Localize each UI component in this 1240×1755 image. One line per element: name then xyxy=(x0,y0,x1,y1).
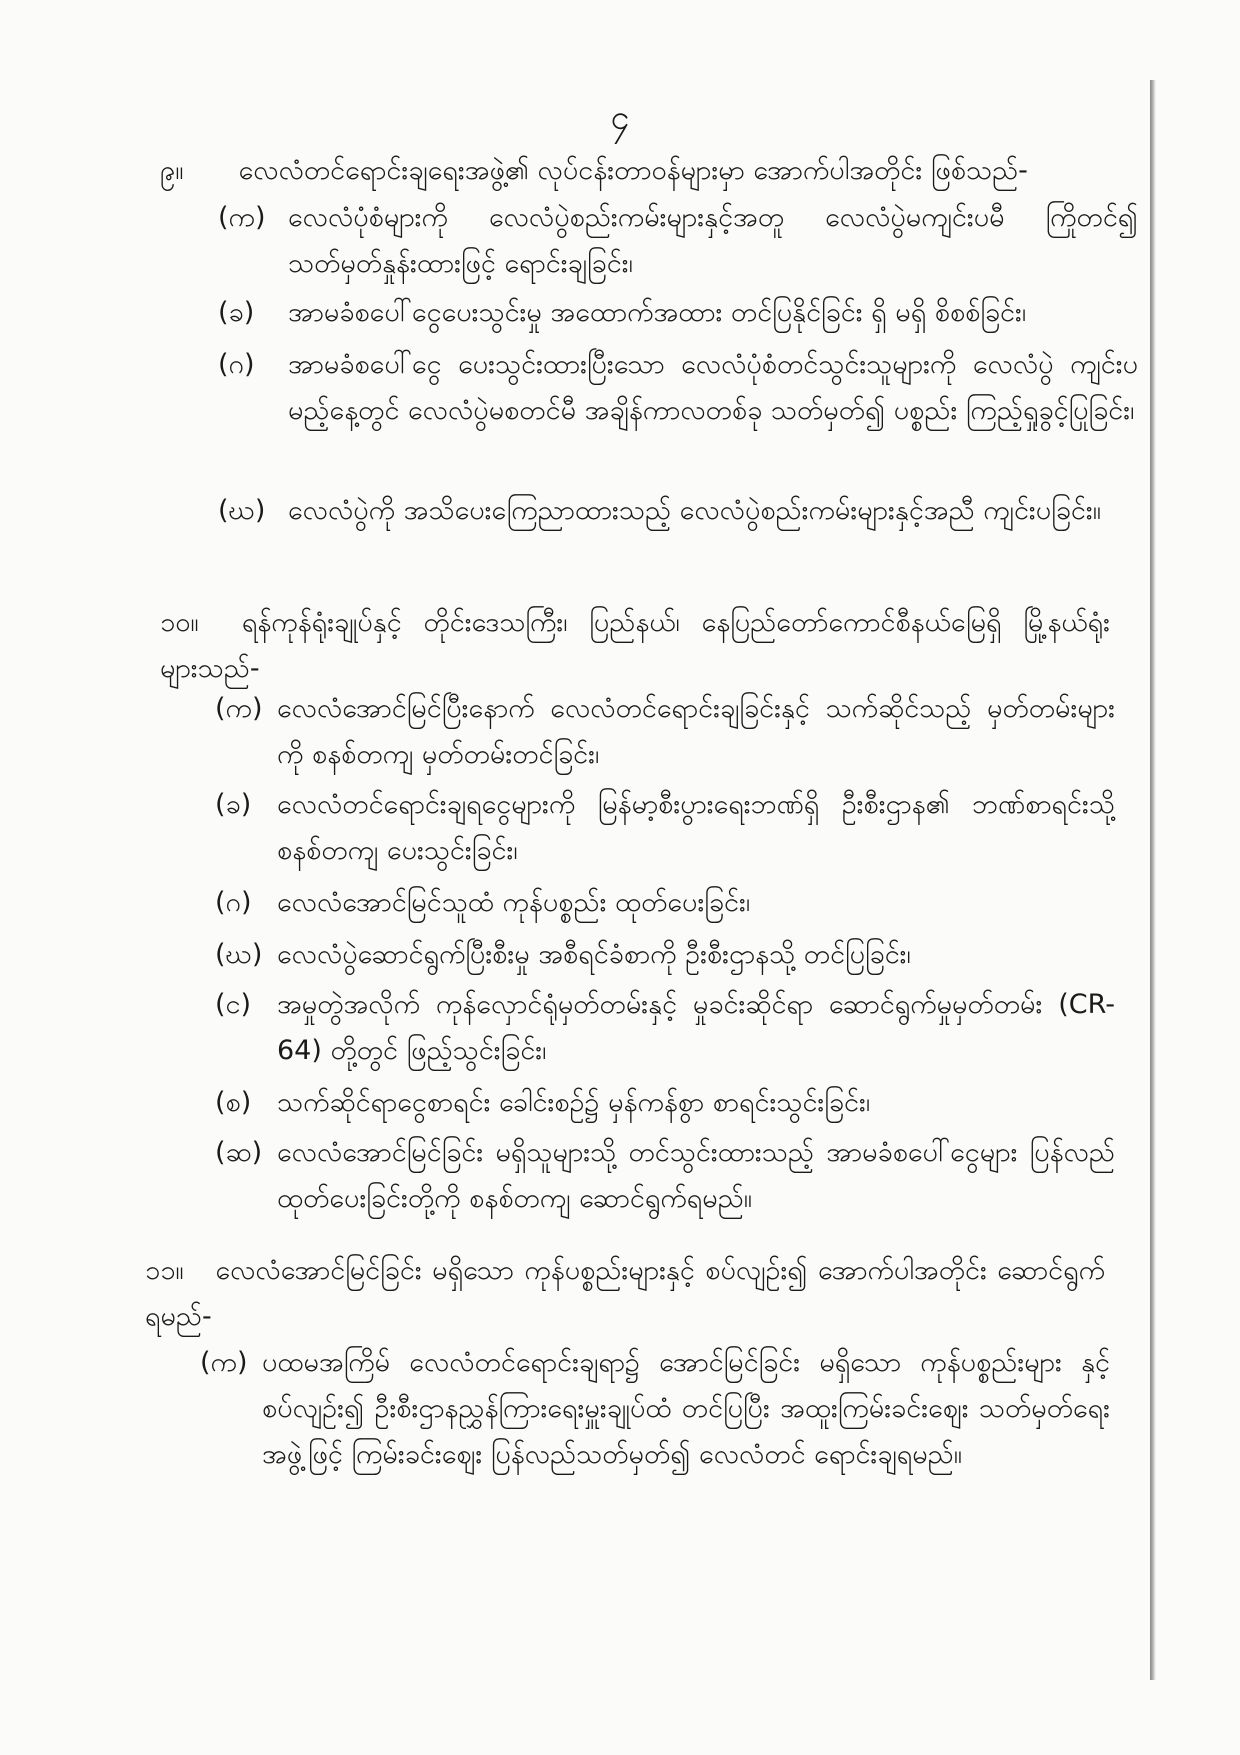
item-text: အမှုတွဲအလိုက် ကုန်လှောင်ရုံမှတ်တမ်းနှင့် မှုခင်းဆိုင်ရာ ဆောင်ရွက်မှုမှတ်တမ်း (CR-64) တို့တွင် ဖြည့်သွင်းခြင်း၊ xyxy=(277,989,1115,1066)
list-item xyxy=(215,932,1115,978)
section-intro: ရန်ကုန်ရုံးချုပ်နှင့် တိုင်းဒေသကြီး၊ ပြည်နယ်၊ နေပြည်တော်ကောင်စီနယ်မြေရှိ မြို့နယ်ရုံး များသည်- xyxy=(160,607,1110,684)
section-9-heading xyxy=(160,148,1140,194)
item-label: (ဆ) xyxy=(215,1137,263,1168)
item-text: အာမခံစပေါ်ငွေ ပေးသွင်းထားပြီးသော လေလံပုံစံတင်သွင်းသူများကို လေလံပွဲ ကျင်းပမည့်နေ့တွင် လေလံပွဲမစတင်မီ အချိန်ကာလတစ်ခု သတ်မှတ်၍ ပစ္စည်း ကြည့်ရှုခွင့်ပြုခြင်း၊ xyxy=(288,349,1138,426)
item-text: လေလံပွဲကို အသိပေးကြေညာထားသည့် လေလံပွဲစည်းကမ်းများနှင့်အညီ ကျင်းပခြင်း။ xyxy=(288,495,1101,526)
list-item xyxy=(215,782,1115,874)
item-text: လေလံအောင်မြင်ပြီးနောက် လေလံတင်ရောင်းချခြင်းနှင့် သက်ဆိုင်သည့် မှတ်တမ်းများကို စနစ်တကျ မှတ်တမ်းတင်ခြင်း၊ xyxy=(277,693,1115,770)
item-label: (ဃ) xyxy=(215,939,263,970)
section-intro: လေလံအောင်မြင်ခြင်း မရှိသော ကုန်ပစ္စည်းများနှင့် စပ်လျဉ်း၍ အောက်ပါအတိုင်း ဆောင်ရွက်ရမည်- xyxy=(145,1255,1105,1332)
item-text: လေလံပွဲဆောင်ရွက်ပြီးစီးမှု အစီရင်ခံစာကို ဦးစီးဌာနသို့ တင်ပြခြင်း၊ xyxy=(277,939,911,970)
item-text: ပထမအကြိမ် လေလံတင်ရောင်းချရာ၌ အောင်မြင်ခြင်း မရှိသော ကုန်ပစ္စည်းများ နှင့် စပ်လျဉ်း၍ ဦးစီးဌာနညွှန်ကြားရေးမှူးချုပ်ထံ တင်ပြပြီး အထူးကြမ်းခင်းဈေး သတ်မှတ်ရေးအဖွဲ့ဖြင့် ကြမ်းခင်းဈေး ပြန်လည်သတ်မှတ်၍ လေလံတင် ရောင်းချရမည်။ xyxy=(262,1347,1110,1470)
list-item xyxy=(215,686,1115,778)
section-10-heading xyxy=(160,600,1110,692)
section-number: ၉။ xyxy=(160,155,184,186)
page-binding-shadow xyxy=(1150,80,1156,1680)
item-label: (က) xyxy=(218,202,266,233)
item-text: လေလံတင်ရောင်းချရငွေများကို မြန်မာ့စီးပွားရေးဘဏ်ရှိ ဦးစီးဌာန၏ ဘဏ်စာရင်းသို့ စနစ်တကျ ပေးသွင်းခြင်း၊ xyxy=(277,789,1115,866)
section-number: ၁၀။ xyxy=(160,607,199,638)
item-text: သက်ဆိုင်ရာငွေစာရင်း ခေါင်းစဉ်၌ မှန်ကန်စွာ စာရင်းသွင်းခြင်း၊ xyxy=(277,1087,871,1118)
item-label: (စ) xyxy=(215,1087,252,1118)
item-label: (ဂ) xyxy=(215,887,252,918)
item-label: (ဂ) xyxy=(218,349,255,380)
item-text: လေလံပုံစံများကို လေလံပွဲစည်းကမ်းများနှင့်အတူ လေလံပွဲမကျင်းပမီ ကြိုတင်၍ သတ်မှတ်နှုန်းထားဖြင့် ရောင်းချခြင်း၊ xyxy=(288,202,1138,279)
list-item xyxy=(218,290,1138,336)
item-text: လေလံအောင်မြင်ခြင်း မရှိသူများသို့ တင်သွင်းထားသည့် အာမခံစပေါ်ငွေများ ပြန်လည်ထုတ်ပေးခြင်းတို့ကို စနစ်တကျ ဆောင်ရွက်ရမည်။ xyxy=(277,1137,1115,1214)
item-label: (က) xyxy=(200,1347,248,1378)
item-label: (ခ) xyxy=(218,297,255,328)
item-text: လေလံအောင်မြင်သူထံ ကုန်ပစ္စည်း ထုတ်ပေးခြင်း၊ xyxy=(277,887,751,918)
item-text: အာမခံစပေါ်ငွေပေးသွင်းမှု အထောက်အထား တင်ပြနိုင်ခြင်း ရှိ မရှိ စိစစ်ခြင်း၊ xyxy=(288,297,1027,328)
list-item xyxy=(218,488,1138,580)
section-number: ၁၁။ xyxy=(145,1255,184,1286)
item-label: (င) xyxy=(215,989,252,1020)
list-item xyxy=(218,342,1138,480)
list-item xyxy=(215,880,1115,926)
item-label: (ဃ) xyxy=(218,495,266,526)
list-item xyxy=(218,195,1138,287)
list-item xyxy=(215,982,1115,1074)
list-item xyxy=(215,1130,1115,1222)
section-11-heading xyxy=(145,1248,1105,1340)
list-item xyxy=(200,1340,1110,1524)
item-label: (ခ) xyxy=(215,789,252,820)
item-label: (က) xyxy=(215,693,263,724)
section-intro: လေလံတင်ရောင်းချရေးအဖွဲ့၏ လုပ်ငန်းတာဝန်များမှာ အောက်ပါအတိုင်း ဖြစ်သည်- xyxy=(238,155,1028,186)
list-item xyxy=(215,1080,1115,1126)
page-number: ၄ xyxy=(610,98,630,138)
